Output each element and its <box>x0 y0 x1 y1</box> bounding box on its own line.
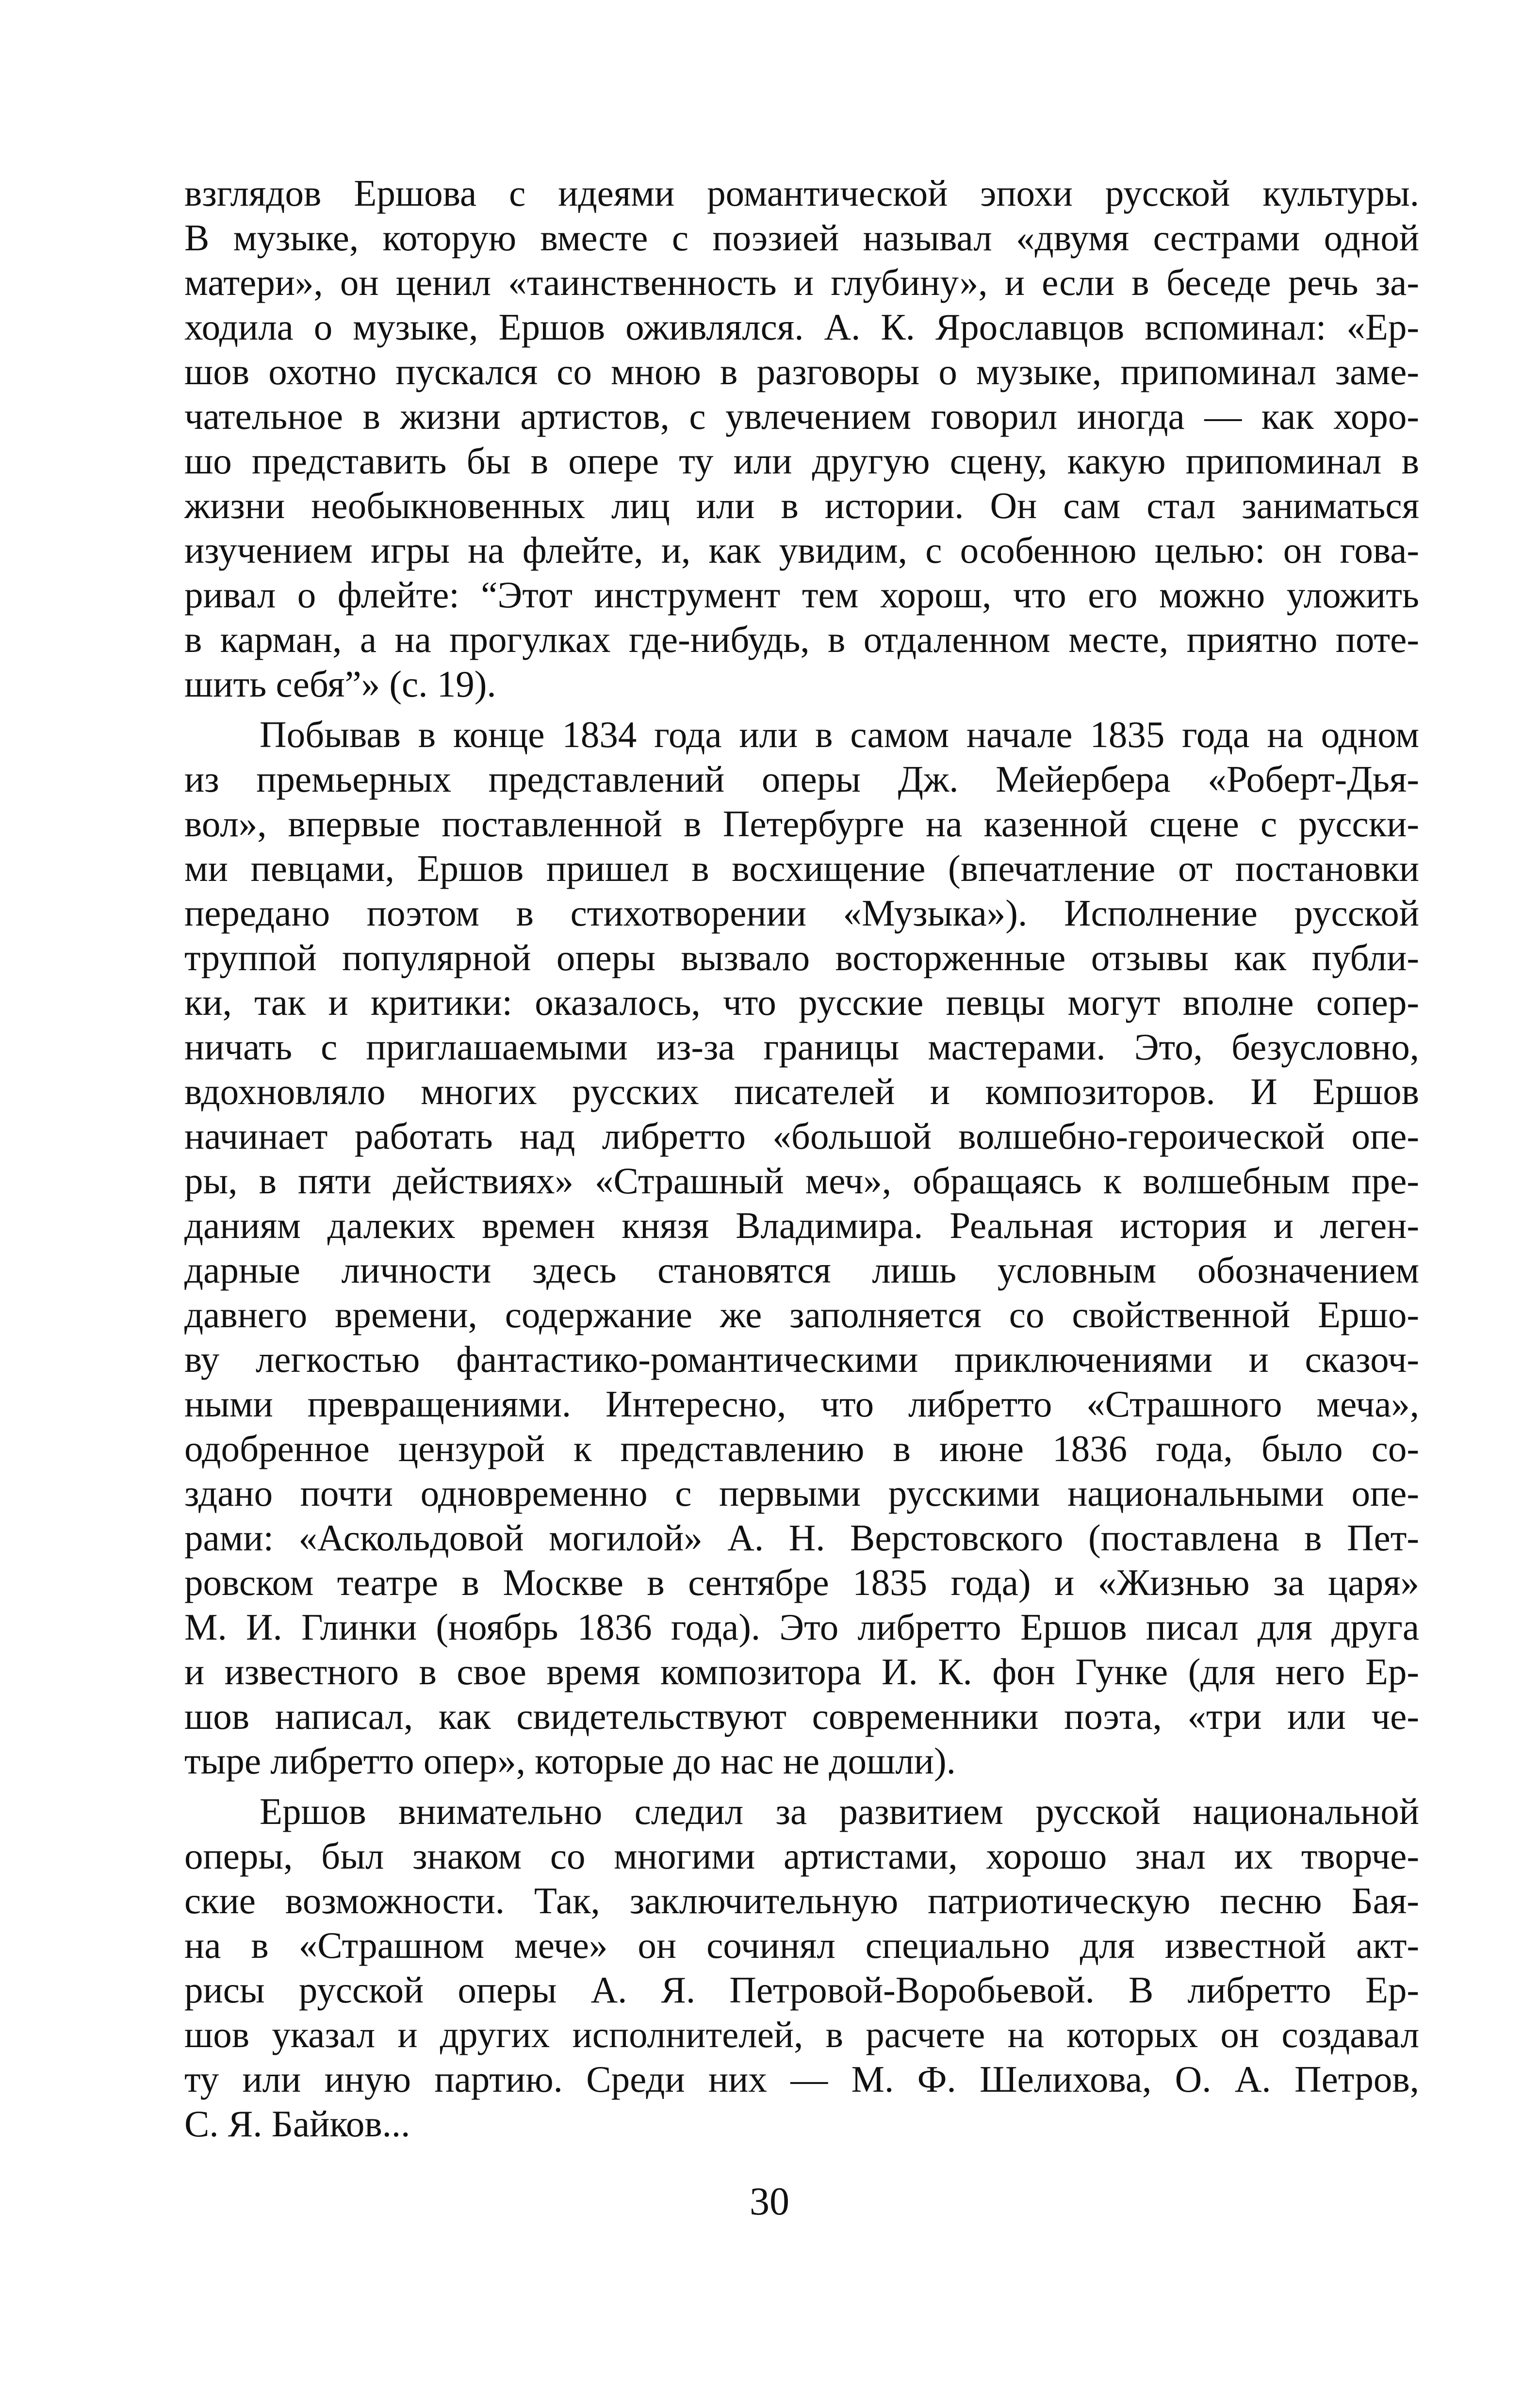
text-line: одобренное цензурой к представлению в июне 1836 года, было со- <box>184 1428 1419 1469</box>
text-line: тыре либретто опер», которые до нас не дошли). <box>184 1740 956 1782</box>
text-line: в карман, а на прогулках где-нибудь, в отдаленном месте, приятно поте- <box>184 618 1419 660</box>
text-line: труппой популярной оперы вызвало восторженные отзывы как публи- <box>184 937 1419 978</box>
text-line: шов написал, как свидетельствуют современники поэта, «три или че- <box>184 1695 1419 1737</box>
text-line: ходила о музыке, Ершов оживлялся. А. К. Ярославцов вспоминал: «Ер- <box>184 306 1419 348</box>
text-line: здано почти одновременно с первыми русскими национальными опе- <box>184 1472 1419 1514</box>
text-line: Побывав в конце 1834 года или в самом начале 1835 года на одном <box>260 714 1419 755</box>
text-line: дарные личности здесь становятся лишь условным обозначением <box>184 1249 1419 1291</box>
paragraph <box>184 171 1419 706</box>
text-line: рами: «Аскольдовой могилой» А. Н. Верстовского (поставлена в Пет- <box>184 1517 1419 1559</box>
text-line: шов охотно пускался со мною в разговоры о музыке, припоминал заме- <box>184 351 1419 392</box>
text-line: начинает работать над либретто «большой волшебно-героической опе- <box>184 1115 1419 1157</box>
text-line: матери», он ценил «таинственность и глубину», и если в беседе речь за- <box>184 261 1419 303</box>
text-line: ту или иную партию. Среди них — М. Ф. Шелихова, О. А. Петров, <box>184 2058 1419 2100</box>
text-line: шов указал и других исполнителей, в расчете на которых он создавал <box>184 2014 1419 2055</box>
text-line: ры, в пяти действиях» «Страшный меч», обращаясь к волшебным пре- <box>184 1160 1419 1202</box>
paragraph <box>184 1789 1419 2146</box>
text-line: ными превращениями. Интересно, что либретто «Страшного меча», <box>184 1383 1419 1425</box>
text-line: М. И. Глинки (ноябрь 1836 года). Это либретто Ершов писал для друга <box>184 1606 1419 1648</box>
text-line: ские возможности. Так, заключительную патриотическую песню Бая- <box>184 1880 1419 1921</box>
text-line: вол», впервые поставленной в Петербурге на казенной сцене с русски- <box>184 803 1419 845</box>
text-line: шо представить бы в опере ту или другую сцену, какую припоминал в <box>184 440 1419 482</box>
text-line: ровском театре в Москве в сентябре 1835 года) и «Жизнью за царя» <box>184 1562 1419 1603</box>
paragraph <box>184 712 1419 1783</box>
text-line: давнего времени, содержание же заполняется со свойственной Ершо- <box>184 1294 1419 1335</box>
text-line: шить себя”» (с. 19). <box>184 663 496 705</box>
text-line: ривал о флейте: “Этот инструмент тем хорош, что его можно уложить <box>184 574 1419 616</box>
text-line: В музыке, которую вместе с поэзией называл «двумя сестрами одной <box>184 217 1419 259</box>
text-line: С. Я. Байков... <box>184 2103 410 2145</box>
text-line: ву легкостью фантастико-романтическими приключениями и сказоч- <box>184 1338 1419 1380</box>
text-line: ми певцами, Ершов пришел в восхищение (впечатление от постановки <box>184 847 1419 889</box>
text-line: взглядов Ершова с идеями романтической эпохи русской культуры. <box>184 172 1419 214</box>
text-line: изучением игры на флейте, и, как увидим, с особенною целью: он гова- <box>184 529 1419 571</box>
text-line: и известного в свое время композитора И. К. фон Гунке (для него Ер- <box>184 1651 1419 1692</box>
text-line: ничать с приглашаемыми из-за границы мастерами. Это, безусловно, <box>184 1026 1419 1068</box>
text-line: даниям далеких времен князя Владимира. Реальная история и леген- <box>184 1204 1419 1246</box>
page-number: 30 <box>750 2179 789 2223</box>
text-line: рисы русской оперы А. Я. Петровой-Воробьевой. В либретто Ер- <box>184 1969 1419 2011</box>
text-line: вдохновляло многих русских писателей и композиторов. И Ершов <box>184 1071 1419 1112</box>
text-line: передано поэтом в стихотворении «Музыка»). Исполнение русской <box>184 892 1419 934</box>
text-line: ки, так и критики: оказалось, что русские певцы могут вполне сопер- <box>184 981 1419 1023</box>
text-line: из премьерных представлений оперы Дж. Мейербера «Роберт-Дья- <box>184 758 1419 800</box>
text-line: чательное в жизни артистов, с увлечением говорил иногда — как хоро- <box>184 395 1419 437</box>
text-line: на в «Страшном мече» он сочинял специально для известной акт- <box>184 1924 1419 1966</box>
text-line: Ершов внимательно следил за развитием русской национальной <box>260 1790 1419 1832</box>
text-line: жизни необыкновенных лиц или в истории. Он сам стал заниматься <box>184 485 1419 526</box>
body-text <box>184 171 1419 2152</box>
text-line: оперы, был знаком со многими артистами, хорошо знал их творче- <box>184 1835 1419 1877</box>
